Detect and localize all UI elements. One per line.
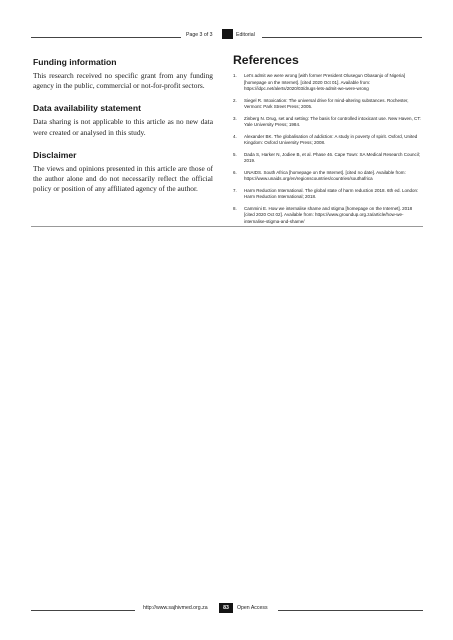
header-rule-left bbox=[31, 37, 181, 38]
reference-item bbox=[233, 116, 423, 129]
header-rule-right bbox=[262, 37, 422, 38]
reference-text: Dada S, Harker N, Jodiee B, et al. Phase 46. Cape Town: SA Medical Research Council; 2019. bbox=[244, 151, 421, 163]
reference-text: Zinberg N. Drug, set and setting: The basis for controlled intoxicant use. New Haven, CT: Yale University Press; 1984. bbox=[244, 115, 421, 127]
data-availability-section bbox=[33, 103, 213, 137]
reference-number: 8. bbox=[233, 205, 237, 211]
footer-rule-left bbox=[31, 610, 135, 611]
reference-text: UNAIDS. South Africa [homepage on the Internet]. [cited no date]. Available from: https://www.unaids.org/en/regionscountries/countries/southafrica bbox=[244, 169, 406, 181]
footer-open-access-label: Open Access bbox=[237, 604, 268, 611]
header-section-label: Editorial bbox=[236, 31, 255, 38]
references-column bbox=[233, 53, 423, 230]
reference-number: 6. bbox=[233, 169, 237, 175]
reference-item bbox=[233, 188, 423, 201]
content-divider bbox=[31, 226, 423, 227]
footer-journal-link[interactable]: http://www.sajhivmed.org.za bbox=[143, 604, 208, 611]
footer-rule-right bbox=[278, 610, 423, 611]
header-page-label: Page 3 of 3 bbox=[186, 31, 213, 38]
reference-number: 2. bbox=[233, 97, 237, 103]
reference-text: Siegel R. Intoxication: The universal drive for mind-altering substances. Rochester, Vermont: Park Street Press; 2005. bbox=[244, 97, 409, 109]
reference-number: 1. bbox=[233, 73, 237, 78]
references-heading: References bbox=[233, 53, 299, 67]
reference-text: Harm Reduction International. The global state of harm reduction 2018. 6th ed. London: Harm Reduction International; 2018. bbox=[244, 187, 419, 199]
header-marker-box bbox=[222, 29, 233, 39]
reference-item bbox=[233, 152, 423, 165]
references-list bbox=[233, 73, 423, 225]
reference-number: 4. bbox=[233, 133, 237, 139]
reference-text: Cammini E. How we internalise shame and stigma [homepage on the Internet]. 2018 [cited 2020 Oct 02]. Available from: https://www.groundup.org.za/article/how-we-internalise-stigma-and-shame/ bbox=[244, 205, 413, 224]
data-availability-heading: Data availability statement bbox=[33, 103, 141, 114]
data-availability-text: Data sharing is not applicable to this article as no new data were created or analysed in this study. bbox=[33, 117, 213, 137]
left-column bbox=[33, 57, 213, 194]
funding-text: This research received no specific grant from any funding agency in the public, commercial or not-for-profit sectors. bbox=[33, 71, 213, 91]
funding-section bbox=[33, 57, 213, 91]
disclaimer-heading: Disclaimer bbox=[33, 149, 77, 160]
reference-number: 3. bbox=[233, 115, 237, 121]
reference-item bbox=[233, 134, 423, 147]
reference-item bbox=[233, 206, 423, 226]
reference-item bbox=[233, 73, 423, 93]
footer-page-number: 83 bbox=[219, 603, 233, 613]
disclaimer-text: The views and opinions presented in this article are those of the author alone and do not necessarily reflect the official policy or position of any affiliated agency of the author. bbox=[33, 163, 213, 194]
reference-number: 7. bbox=[233, 187, 237, 193]
reference-text: Let’s admit we were wrong [with former President Olusegun Obasanjo of Nigeria] [homepage on the Internet]. [cited 2020 Oct 01]. Available from: https://idpc.net/alerts/2020/03/drugs-lets-admit-we-were-wrong bbox=[244, 73, 405, 91]
reference-item bbox=[233, 170, 423, 183]
disclaimer-section bbox=[33, 150, 213, 195]
funding-heading: Funding information bbox=[33, 57, 117, 67]
reference-number: 5. bbox=[233, 151, 237, 157]
reference-item bbox=[233, 98, 423, 111]
reference-text: Alexander BK. The globalisation of addiction: A study in poverty of spirit. Oxford, United Kingdom: Oxford University Press; 2008. bbox=[244, 133, 418, 145]
